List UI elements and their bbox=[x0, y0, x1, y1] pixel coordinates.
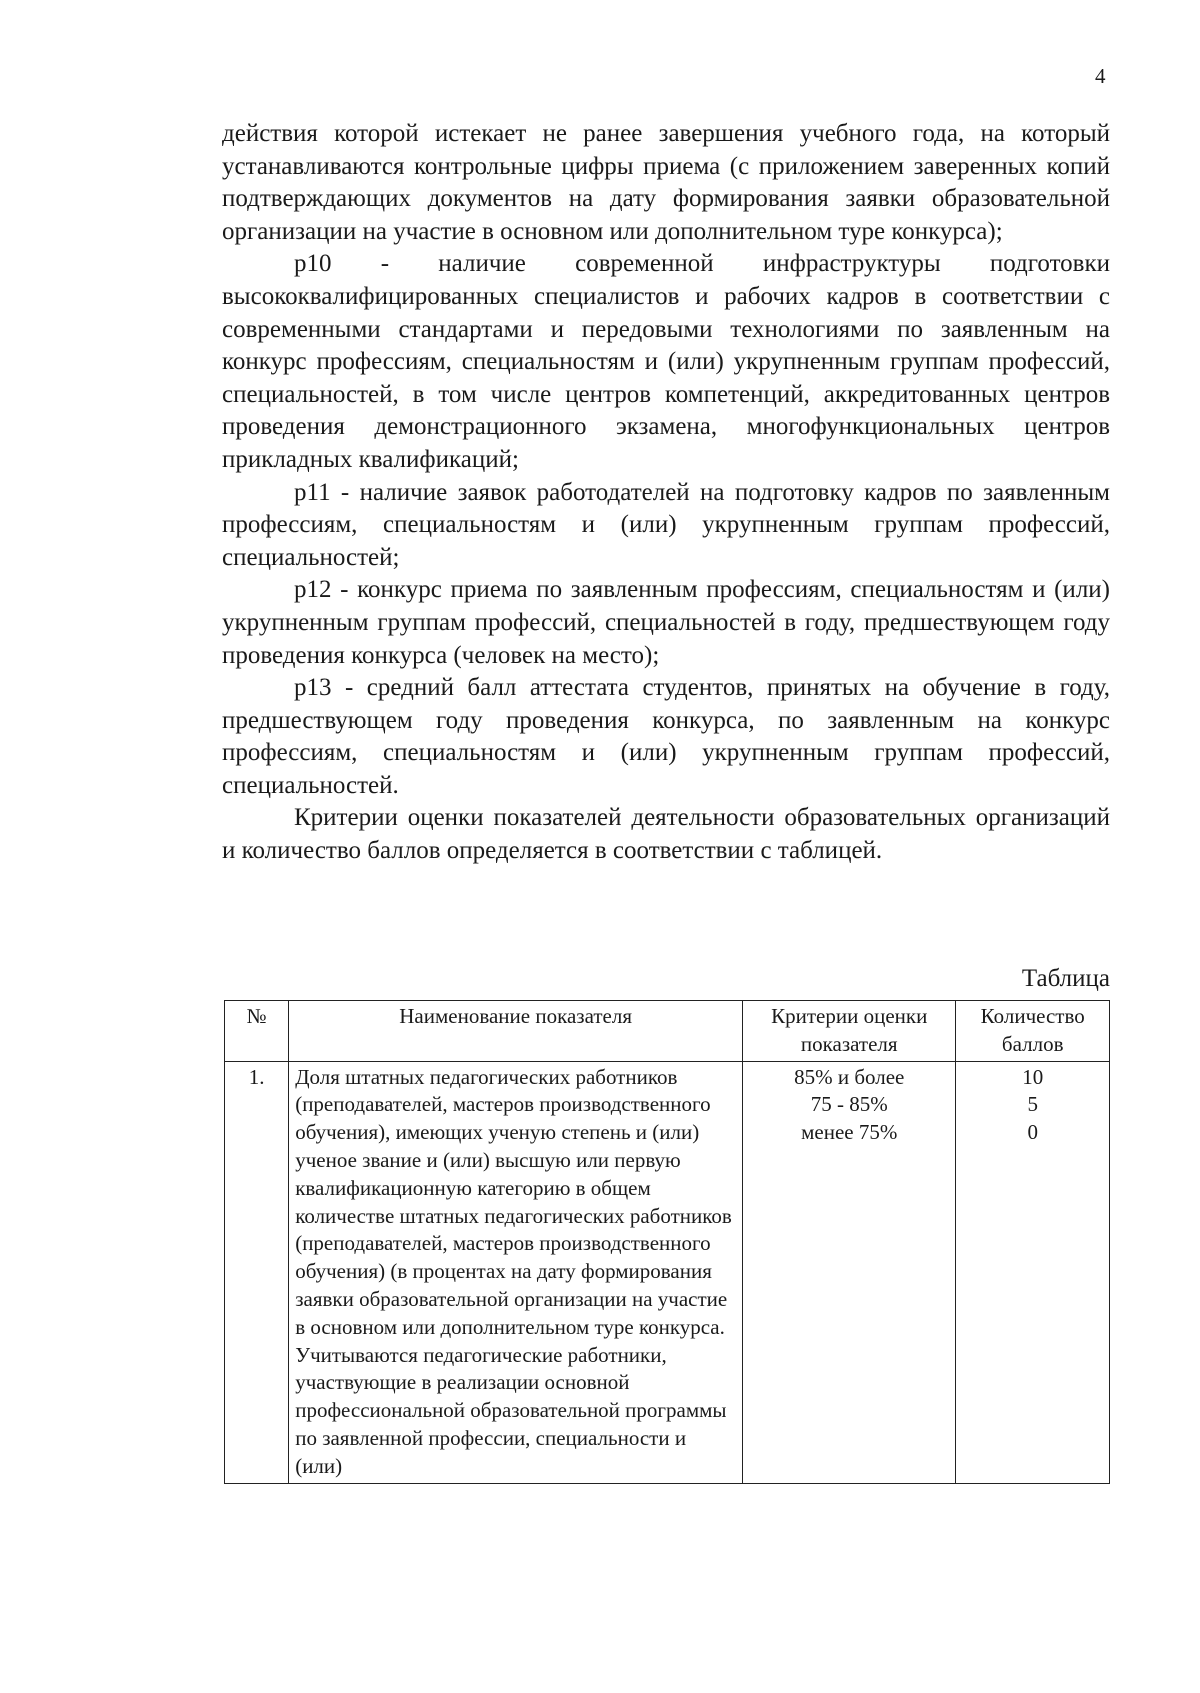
body-text bbox=[222, 118, 1110, 868]
paragraph-p13: p13 - средний балл аттестата студентов, принятых на обучение в году, предшествующем году проведения конкурса, по заявленным на конкурс профессиям, специальностям и (или) укрупненным группам профессий, специальностей. bbox=[222, 674, 1110, 799]
paragraph-p11: p11 - наличие заявок работодателей на подготовку кадров по заявленным профессиям, специальностям и (или) укрупненным группам профессий, специальностей; bbox=[222, 478, 1110, 571]
paragraph-criteria-intro: Критерии оценки показателей деятельности образовательных организаций и количество баллов определяется в соответствии с таблицей. bbox=[222, 804, 1110, 865]
paragraph-p10: p10 - наличие современной инфраструктуры подготовки высококвалифицированных специалистов и рабочих кадров в соответствии с современными стандартами и передовыми технологиями по заявленным на конкурс профессиям, специальностям и (или) укрупненным группам профессий, специальностей, в том числе центров компетенций, аккредитованных центров проведения демонстрационного экзамена, многофункциональных центров прикладных квалификаций; bbox=[222, 250, 1110, 473]
table-row bbox=[225, 1061, 1110, 1483]
points-line: 10 bbox=[1022, 1064, 1044, 1089]
row-points bbox=[956, 1061, 1110, 1483]
page-number: 4 bbox=[1095, 64, 1106, 88]
row-num: 1. bbox=[225, 1061, 289, 1483]
paragraph-p12: p12 - конкурс приема по заявленным профессиям, специальностям и (или) укрупненным группам профессий, специальностей в году, предшествующем году проведения конкурса (человек на место); bbox=[222, 576, 1110, 669]
points-line: 0 bbox=[1027, 1120, 1038, 1145]
header-points: Количество баллов bbox=[956, 1001, 1110, 1062]
header-name: Наименование показателя bbox=[289, 1001, 743, 1062]
criteria-line: 85% и более bbox=[794, 1064, 905, 1089]
table-caption: Таблица bbox=[1021, 965, 1110, 992]
points-line: 5 bbox=[1027, 1092, 1038, 1117]
row-indicator-name: Доля штатных педагогических работников (преподавателей, мастеров производственного обучения), имеющих ученую степень и (или) ученое звание и (или) высшую или первую квалификационную категорию в общем количестве штатных педагогических работников (преподавателей, мастеров производственного обучения) (в процентах на дату формирования заявки образовательной организации на участие в основном или дополнительном туре конкурса. Учитываются педагогические работники, участвующие в реализации основной профессиональной образовательной программы по заявленной профессии, специальности и (или) bbox=[289, 1061, 743, 1483]
table-header-row bbox=[225, 1001, 1110, 1062]
header-criteria: Критерии оценки показателя bbox=[743, 1001, 956, 1062]
criteria-line: 75 - 85% bbox=[810, 1092, 888, 1117]
paragraph-continuation: действия которой истекает не ранее завершения учебного года, на который устанавливаются контрольные цифры приема (с приложением заверенных копий подтверждающих документов на дату формирования заявки образовательной организации на участие в основном или дополнительном туре конкурса); bbox=[222, 120, 1110, 245]
criteria-line: менее 75% bbox=[801, 1120, 898, 1145]
header-num: № bbox=[225, 1001, 289, 1062]
row-criteria bbox=[743, 1061, 956, 1483]
indicators-table bbox=[224, 1000, 1110, 1484]
